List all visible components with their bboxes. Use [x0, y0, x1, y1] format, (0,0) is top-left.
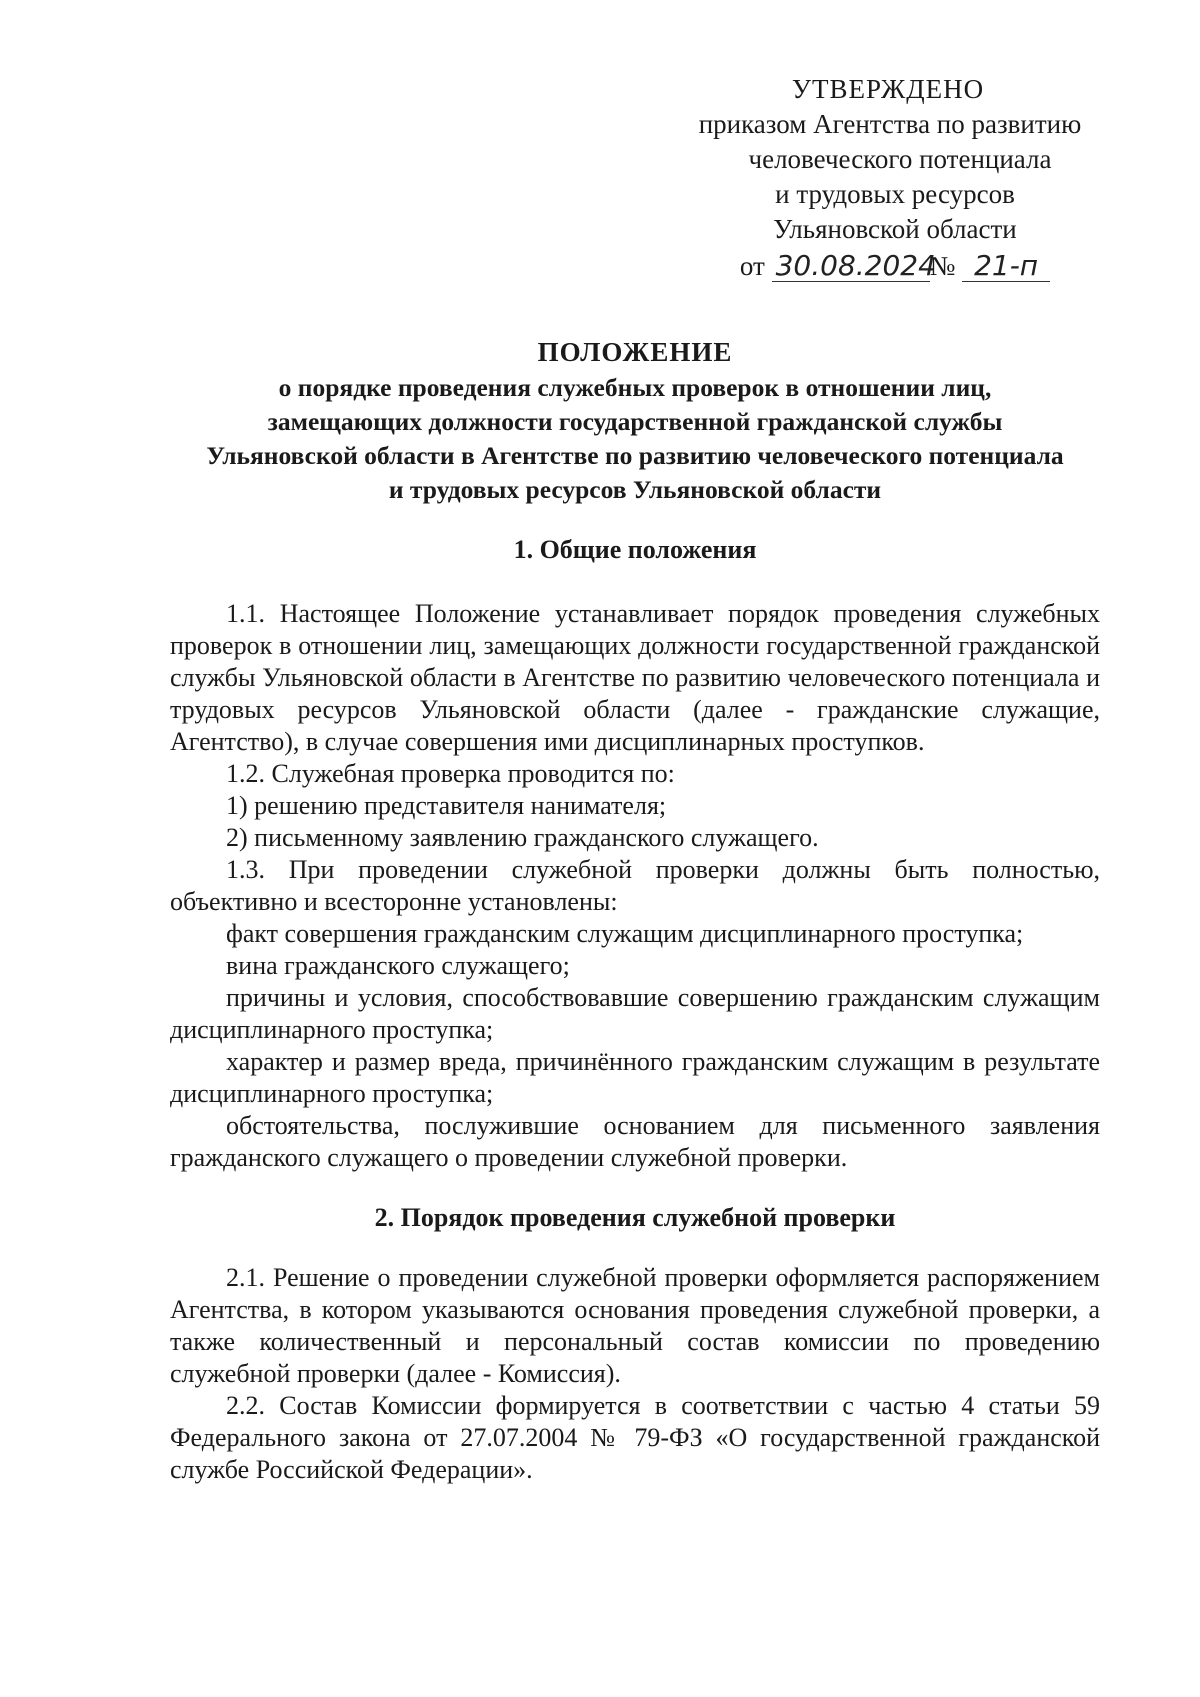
title-subline: о порядке проведения служебных проверок в отношении лиц,	[278, 373, 992, 402]
approval-heading: УТВЕРЖДЕНО	[791, 74, 985, 104]
paragraph: 2.2. Состав Комиссии формируется в соответствии с частью 4 статьи 59 Федерального закона от 27.07.2004 № 79-ФЗ «О государственной гражданской службе Российской Федерации».	[170, 1391, 1100, 1484]
approval-line: и трудовых ресурсов	[775, 179, 1015, 209]
approval-date-line	[680, 249, 1110, 284]
section-1-body	[170, 598, 1100, 1174]
paragraph: факт совершения гражданским служащим дисциплинарного проступка;	[226, 919, 1024, 948]
paragraph: вина гражданского служащего;	[226, 951, 570, 980]
approval-line: человеческого потенциала	[748, 144, 1052, 174]
title-subline: и трудовых ресурсов Ульяновской области	[388, 475, 882, 504]
title-main: ПОЛОЖЕНИЕ	[537, 337, 733, 367]
handwritten-number: 21-п	[962, 251, 1050, 282]
approval-stamp-block	[690, 72, 1110, 284]
paragraph: 1.3. При проведении служебной проверки должны быть полностью, объективно и всесторонне установлены:	[170, 855, 1100, 916]
document-title	[170, 335, 1100, 507]
paragraph: причины и условия, способствовавшие совершению гражданским служащим дисциплинарного проступка;	[170, 983, 1100, 1044]
paragraph: характер и размер вреда, причинённого гражданским служащим в результате дисциплинарного проступка;	[170, 1047, 1100, 1108]
section-1-heading: 1. Общие положения	[513, 535, 757, 564]
paragraph: 2.1. Решение о проведении служебной проверки оформляется распоряжением Агентства, в котором указываются основания проведения служебной проверки, а также количественный и персональный состав комиссии по проведению служебной проверки (далее - Комиссия).	[170, 1263, 1100, 1388]
paragraph: 1.1. Настоящее Положение устанавливает порядок проведения служебных проверок в отношении лиц, замещающих должности государственной гражданской службы Ульяновской области в Агентстве по развитию человеческого потенциала и трудовых ресурсов Ульяновской области (далее - гражданские служащие, Агентство), в случае совершения ими дисциплинарных проступков.	[170, 599, 1100, 756]
paragraph: 1.2. Служебная проверка проводится по:	[226, 759, 675, 788]
date-prefix: от	[739, 251, 765, 281]
approval-line: Ульяновской области	[773, 214, 1017, 244]
paragraph: 2) письменному заявлению гражданского служащего.	[226, 823, 819, 852]
section-2-body	[170, 1262, 1100, 1486]
title-subline: замещающих должности государственной гражданской службы	[267, 407, 1003, 436]
approval-line: приказом Агентства по развитию	[698, 109, 1082, 139]
paragraph: обстоятельства, послужившие основанием для письменного заявления гражданского служащего о проведении служебной проверки.	[170, 1111, 1100, 1172]
paragraph: 1) решению представителя нанимателя;	[226, 791, 667, 820]
title-subline: Ульяновской области в Агентстве по развитию человеческого потенциала	[206, 441, 1064, 470]
number-prefix: №	[929, 251, 956, 281]
section-2-heading: 2. Порядок проведения служебной проверки	[374, 1203, 896, 1232]
handwritten-date: 30.08.2024	[772, 251, 930, 282]
